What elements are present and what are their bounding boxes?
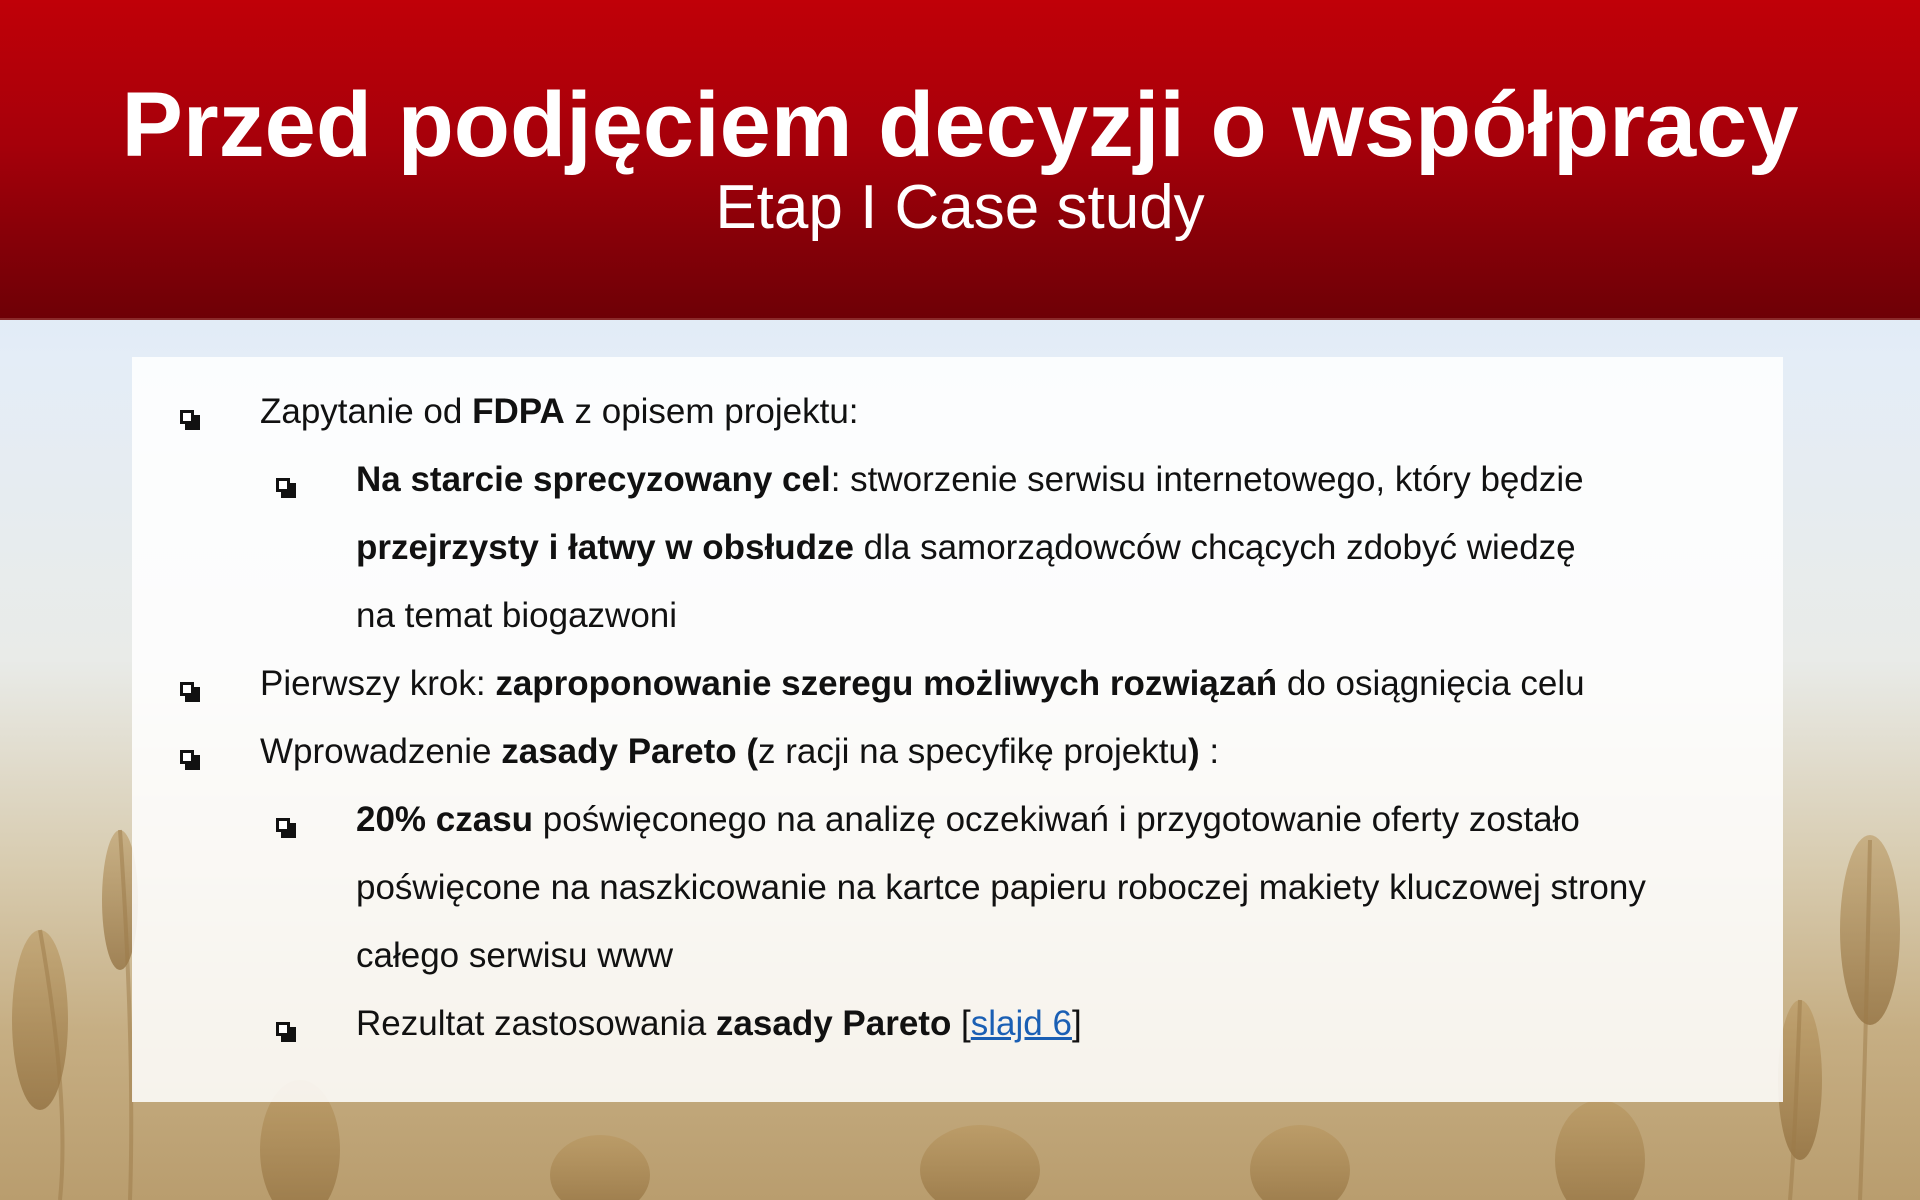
sub-item-goal-line-1: Na starcie sprecyzowany cel: stworzenie serwisu internetowego, który będzie xyxy=(356,460,1584,499)
slide-title: Przed podjęciem decyzji o współpracy xyxy=(121,74,1799,176)
content-panel xyxy=(132,357,1783,1102)
sub-item-time-line-1: 20% czasu poświęconego na analizę oczekiwań i przygotowanie oferty zostało xyxy=(356,800,1580,839)
sub-item-goal-line-2: przejrzysty i łatwy w obsłudze dla samorządowców chcących zdobyć wiedzę xyxy=(356,528,1576,567)
bullet-item-pareto: Wprowadzenie zasady Pareto (z racji na specyfikę projektu) : xyxy=(260,732,1220,771)
checkbox-bullet-icon xyxy=(180,682,200,702)
slide-subtitle: Etap I Case study xyxy=(715,173,1205,242)
bullet-item-first-step: Pierwszy krok: zaproponowanie szeregu możliwych rozwiązań do osiągnięcia celu xyxy=(260,664,1585,703)
checkbox-bullet-icon xyxy=(180,750,200,770)
sub-item-result: Rezultat zastosowania zasady Pareto [slajd 6] xyxy=(356,1004,1082,1043)
bullet-item-inquiry: Zapytanie od FDPA z opisem projektu: xyxy=(260,392,859,431)
sub-item-time-line-3: całego serwisu www xyxy=(356,936,674,975)
checkbox-bullet-icon xyxy=(180,410,200,430)
sub-item-time-line-2: poświęcone na naszkicowanie na kartce papieru roboczej makiety kluczowej strony xyxy=(356,868,1646,907)
sub-item-goal-line-3: na temat biogazwoni xyxy=(356,596,678,635)
checkbox-bullet-icon xyxy=(276,1022,296,1042)
title-banner xyxy=(0,0,1920,320)
slide-6-link[interactable]: slajd 6 xyxy=(970,1004,1072,1043)
checkbox-bullet-icon xyxy=(276,818,296,838)
checkbox-bullet-icon xyxy=(276,478,296,498)
